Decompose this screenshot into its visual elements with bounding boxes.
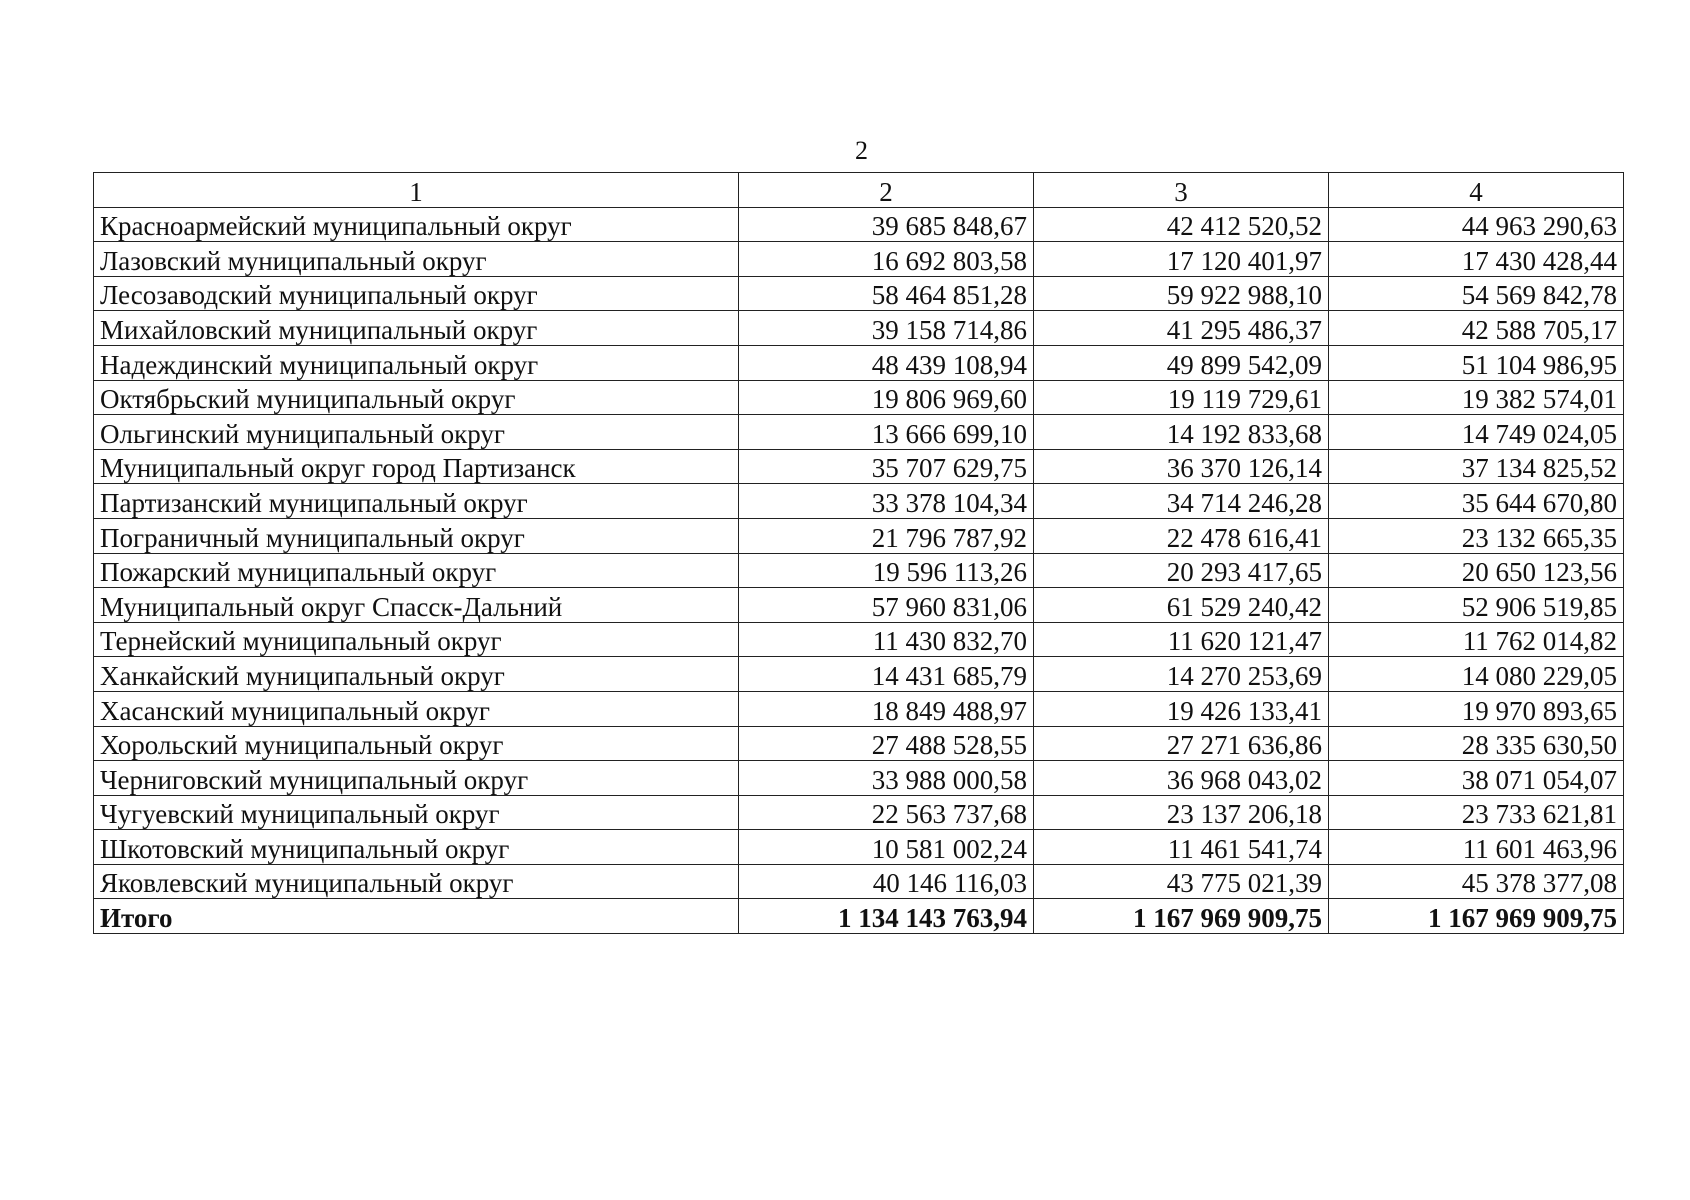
amount-cell: 11 430 832,70 [739, 622, 1034, 657]
column-header: 4 [1329, 173, 1624, 208]
amount-cell: 58 464 851,28 [739, 276, 1034, 311]
district-name-cell: Октябрьский муниципальный округ [94, 380, 739, 415]
district-name-cell: Муниципальный округ Спасск-Дальний [94, 588, 739, 623]
amount-cell: 51 104 986,95 [1329, 345, 1624, 380]
table-row [94, 657, 1624, 692]
amount-cell: 28 335 630,50 [1329, 726, 1624, 761]
table-row [94, 726, 1624, 761]
amount-cell: 39 685 848,67 [739, 207, 1034, 242]
amount-cell: 22 478 616,41 [1034, 518, 1329, 553]
amount-cell: 19 382 574,01 [1329, 380, 1624, 415]
district-name-cell: Пограничный муниципальный округ [94, 518, 739, 553]
table-header-row [94, 173, 1624, 208]
table-row [94, 691, 1624, 726]
amount-cell: 11 461 541,74 [1034, 830, 1329, 865]
amount-cell: 37 134 825,52 [1329, 449, 1624, 484]
table-row [94, 830, 1624, 865]
total-amount-cell: 1 167 969 909,75 [1329, 899, 1624, 934]
amount-cell: 35 644 670,80 [1329, 484, 1624, 519]
total-amount-cell: 1 134 143 763,94 [739, 899, 1034, 934]
table-row [94, 415, 1624, 450]
amount-cell: 44 963 290,63 [1329, 207, 1624, 242]
amount-cell: 23 132 665,35 [1329, 518, 1624, 553]
table-row [94, 380, 1624, 415]
amount-cell: 19 806 969,60 [739, 380, 1034, 415]
amount-cell: 27 271 636,86 [1034, 726, 1329, 761]
amount-cell: 35 707 629,75 [739, 449, 1034, 484]
amount-cell: 19 596 113,26 [739, 553, 1034, 588]
amount-cell: 14 749 024,05 [1329, 415, 1624, 450]
amount-cell: 42 588 705,17 [1329, 311, 1624, 346]
total-label-cell: Итого [94, 899, 739, 934]
district-name-cell: Чугуевский муниципальный округ [94, 795, 739, 830]
amount-cell: 13 666 699,10 [739, 415, 1034, 450]
district-name-cell: Пожарский муниципальный округ [94, 553, 739, 588]
amount-cell: 21 796 787,92 [739, 518, 1034, 553]
table-row [94, 311, 1624, 346]
total-amount-cell: 1 167 969 909,75 [1034, 899, 1329, 934]
district-name-cell: Черниговский муниципальный округ [94, 761, 739, 796]
table-row [94, 622, 1624, 657]
district-name-cell: Тернейский муниципальный округ [94, 622, 739, 657]
amount-cell: 33 988 000,58 [739, 761, 1034, 796]
amount-cell: 14 192 833,68 [1034, 415, 1329, 450]
district-name-cell: Шкотовский муниципальный округ [94, 830, 739, 865]
table-row [94, 242, 1624, 277]
amount-cell: 45 378 377,08 [1329, 864, 1624, 899]
amount-cell: 20 650 123,56 [1329, 553, 1624, 588]
table-row [94, 345, 1624, 380]
table-row [94, 518, 1624, 553]
amount-cell: 11 601 463,96 [1329, 830, 1624, 865]
table-row [94, 449, 1624, 484]
table-row [94, 207, 1624, 242]
district-name-cell: Красноармейский муниципальный округ [94, 207, 739, 242]
table-row [94, 761, 1624, 796]
amount-cell: 48 439 108,94 [739, 345, 1034, 380]
amount-cell: 22 563 737,68 [739, 795, 1034, 830]
amount-cell: 16 692 803,58 [739, 242, 1034, 277]
table-row [94, 588, 1624, 623]
amount-cell: 57 960 831,06 [739, 588, 1034, 623]
district-name-cell: Партизанский муниципальный округ [94, 484, 739, 519]
amount-cell: 39 158 714,86 [739, 311, 1034, 346]
table-body [94, 173, 1624, 934]
amount-cell: 20 293 417,65 [1034, 553, 1329, 588]
district-name-cell: Ханкайский муниципальный округ [94, 657, 739, 692]
amount-cell: 49 899 542,09 [1034, 345, 1329, 380]
amount-cell: 33 378 104,34 [739, 484, 1034, 519]
amount-cell: 11 620 121,47 [1034, 622, 1329, 657]
amount-cell: 23 137 206,18 [1034, 795, 1329, 830]
page-number: 2 [855, 136, 868, 165]
amount-cell: 40 146 116,03 [739, 864, 1034, 899]
district-name-cell: Яковлевский муниципальный округ [94, 864, 739, 899]
district-name-cell: Лесозаводский муниципальный округ [94, 276, 739, 311]
district-name-cell: Лазовский муниципальный округ [94, 242, 739, 277]
column-header: 2 [739, 173, 1034, 208]
total-row [94, 899, 1624, 934]
amount-cell: 19 119 729,61 [1034, 380, 1329, 415]
district-name-cell: Михайловский муниципальный округ [94, 311, 739, 346]
table-row [94, 484, 1624, 519]
amount-cell: 61 529 240,42 [1034, 588, 1329, 623]
amount-cell: 34 714 246,28 [1034, 484, 1329, 519]
amount-cell: 17 120 401,97 [1034, 242, 1329, 277]
table-row [94, 864, 1624, 899]
table-row [94, 795, 1624, 830]
column-header: 3 [1034, 173, 1329, 208]
district-name-cell: Муниципальный округ город Партизанск [94, 449, 739, 484]
amount-cell: 14 270 253,69 [1034, 657, 1329, 692]
amount-cell: 36 370 126,14 [1034, 449, 1329, 484]
table-row [94, 276, 1624, 311]
amount-cell: 27 488 528,55 [739, 726, 1034, 761]
budget-table [93, 172, 1624, 934]
amount-cell: 54 569 842,78 [1329, 276, 1624, 311]
amount-cell: 41 295 486,37 [1034, 311, 1329, 346]
district-name-cell: Ольгинский муниципальный округ [94, 415, 739, 450]
district-name-cell: Надеждинский муниципальный округ [94, 345, 739, 380]
amount-cell: 14 080 229,05 [1329, 657, 1624, 692]
amount-cell: 38 071 054,07 [1329, 761, 1624, 796]
amount-cell: 23 733 621,81 [1329, 795, 1624, 830]
amount-cell: 19 970 893,65 [1329, 691, 1624, 726]
amount-cell: 11 762 014,82 [1329, 622, 1624, 657]
amount-cell: 59 922 988,10 [1034, 276, 1329, 311]
amount-cell: 42 412 520,52 [1034, 207, 1329, 242]
amount-cell: 36 968 043,02 [1034, 761, 1329, 796]
district-name-cell: Хорольский муниципальный округ [94, 726, 739, 761]
district-name-cell: Хасанский муниципальный округ [94, 691, 739, 726]
amount-cell: 52 906 519,85 [1329, 588, 1624, 623]
column-header: 1 [94, 173, 739, 208]
amount-cell: 17 430 428,44 [1329, 242, 1624, 277]
table-row [94, 553, 1624, 588]
amount-cell: 14 431 685,79 [739, 657, 1034, 692]
amount-cell: 43 775 021,39 [1034, 864, 1329, 899]
amount-cell: 19 426 133,41 [1034, 691, 1329, 726]
amount-cell: 18 849 488,97 [739, 691, 1034, 726]
amount-cell: 10 581 002,24 [739, 830, 1034, 865]
